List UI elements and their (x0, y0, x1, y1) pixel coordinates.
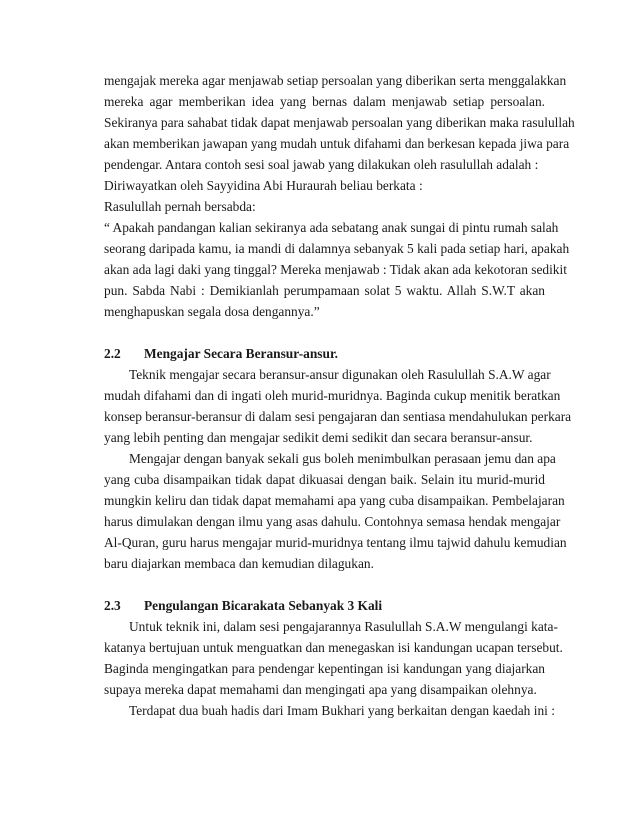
hadith-quote (104, 217, 570, 322)
text-line: supaya mereka dapat memahami dan mengingati apa yang disampaikan olehnya. (104, 682, 537, 697)
intro-paragraph (104, 70, 575, 175)
text-line: mudah difahami dan di ingati oleh murid-muridnya. Baginda cukup menitik beratkan (104, 388, 561, 403)
page-body (104, 70, 575, 721)
section-number: 2.2 (104, 346, 121, 361)
section-2-3-paragraph-1 (104, 616, 563, 700)
saying-intro: Rasulullah pernah bersabda: (104, 199, 256, 214)
quote-line: “ Apakah pandangan kalian sekiranya ada sebatang anak sungai di pintu rumah salah (104, 220, 559, 235)
quote-line: akan ada lagi daki yang tinggal? Mereka menjawab : Tidak akan ada kekotoran sedikit (104, 262, 567, 277)
section-number: 2.3 (104, 598, 121, 613)
quote-line: pun. Sabda Nabi : Demikianlah perumpamaan solat 5 waktu. Allah S.W.T akan (104, 283, 545, 298)
section-heading-2-2 (104, 343, 545, 364)
text-line: baru diajarkan membaca dan kemudian dilagukan. (104, 556, 374, 571)
text-line: harus dimulakan dengan ilmu yang asas dahulu. Contohnya semasa hendak mengajar (104, 514, 561, 529)
text-line: konsep beransur-beransur di dalam sesi pengajaran dan sentiasa mendahulukan perkara (104, 409, 572, 424)
text-line: akan memberikan jawapan yang mudah untuk difahami dan berkesan kepada jiwa para (104, 136, 570, 151)
text-line: mengajak mereka agar menjawab setiap persoalan yang diberikan serta menggalakkan (104, 73, 567, 88)
section-title: Mengajar Secara Beransur-ansur. (144, 346, 339, 361)
text-line: pendengar. Antara contoh sesi soal jawab yang dilakukan oleh rasulullah adalah : (104, 157, 539, 172)
narration-line: Diriwayatkan oleh Sayyidina Abi Huraurah beliau berkata : (104, 178, 423, 193)
section-heading-2-3 (104, 595, 545, 616)
text-line: Al-Quran, guru harus mengajar murid-muridnya tentang ilmu tajwid dahulu kemudian (104, 535, 567, 550)
section-title: Pengulangan Bicarakata Sebanyak 3 Kali (144, 598, 383, 613)
text-line: katanya bertujuan untuk menguatkan dan menegaskan isi kandungan ucapan tersebut. (104, 640, 563, 655)
text-line: Teknik mengajar secara beransur-ansur digunakan oleh Rasulullah S.A.W agar (129, 367, 551, 382)
text-line: yang cuba disampaikan tidak dapat dikuasai dengan baik. Selain itu murid-murid (104, 472, 545, 487)
text-line: Terdapat dua buah hadis dari Imam Bukhari yang berkaitan dengan kaedah ini : (129, 703, 555, 718)
text-line: Untuk teknik ini, dalam sesi pengajarannya Rasulullah S.A.W mengulangi kata- (129, 619, 558, 634)
text-line: mungkin keliru dan tidak dapat memahami apa yang cuba disampaikan. Pembelajaran (104, 493, 565, 508)
text-line: Mengajar dengan banyak sekali gus boleh menimbulkan perasaan jemu dan apa (129, 451, 556, 466)
section-2-2-paragraph-1 (104, 364, 572, 448)
text-line: Sekiranya para sahabat tidak dapat menjawab persoalan yang diberikan maka rasulullah (104, 115, 575, 130)
section-2-2-paragraph-2 (104, 448, 567, 574)
text-line: mereka agar memberikan idea yang bernas dalam menjawab setiap persoalan. (104, 94, 545, 109)
quote-line: menghapuskan segala dosa dengannya.” (104, 304, 320, 319)
section-2-3-paragraph-2 (104, 700, 555, 721)
text-line: Baginda mengingatkan para pendengar kepentingan isi kandungan yang diajarkan (104, 661, 545, 676)
text-line: yang lebih penting dan mengajar sedikit demi sedikit dan secara beransur-ansur. (104, 430, 533, 445)
quote-line: seorang daripada kamu, ia mandi di dalamnya sebanyak 5 kali pada setiap hari, apakah (104, 241, 570, 256)
